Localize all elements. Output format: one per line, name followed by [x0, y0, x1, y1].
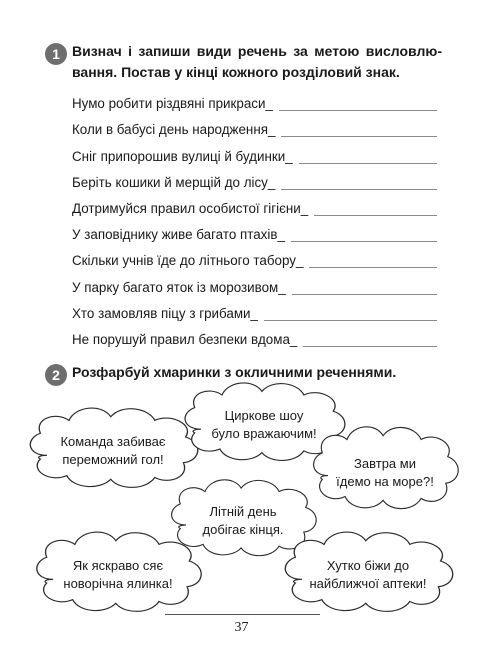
- sentence-text: Скільки учнів їде до літнього табору_: [72, 253, 304, 269]
- page-number: 37: [234, 620, 249, 635]
- sentence-row: [72, 298, 437, 324]
- answer-line[interactable]: [292, 280, 437, 295]
- cloud-4-line2: добігає кінця.: [202, 522, 284, 537]
- cloud-3-line1: Завтра ми: [354, 456, 416, 471]
- answer-line[interactable]: [279, 96, 437, 111]
- sentence-list: [72, 88, 437, 350]
- sentence-row: [72, 245, 437, 271]
- sentence-text: Нумо робити різдвяні прикраси_: [72, 96, 273, 112]
- cloud-5-line1: Як яскраво сяє: [72, 558, 164, 573]
- sentence-row: [72, 88, 437, 114]
- sentence-text: Беріть кошики й мерщій до лісу_: [72, 174, 276, 190]
- task-number-badge-1: 1: [45, 43, 67, 65]
- answer-line[interactable]: [281, 175, 437, 190]
- task2-instruction: Розфарбуй хмаринки з окличними реченнями.: [72, 364, 397, 380]
- task1-instruction: [72, 41, 442, 83]
- cloud-6-line1: Хутко біжи до: [326, 558, 410, 573]
- sentence-text: Сніг припорошив вулиці й будинки_: [72, 148, 293, 164]
- sentence-row: [72, 219, 437, 245]
- answer-line[interactable]: [299, 149, 437, 164]
- sentence-text: У заповіднику живе багато птахів_: [72, 227, 285, 243]
- task1-instruction-line2: вання. Постав у кінці кожного розділовий знак.: [72, 64, 400, 80]
- sentence-text: У парку багато яток із морозивом_: [72, 279, 286, 295]
- cloud-2-line1: Циркове шоу: [224, 408, 304, 423]
- sentence-row: [72, 193, 437, 219]
- sentence-text: Хто замовляв піцу з грибами_: [72, 305, 258, 321]
- task1-instruction-line1: Визнач і запиши види речень за метою висловлю-: [72, 43, 442, 59]
- sentence-row: [72, 167, 437, 193]
- answer-line[interactable]: [309, 253, 437, 268]
- sentence-text: Коли в бабусі день народження_: [72, 122, 276, 138]
- sentence-row: [72, 140, 437, 166]
- sentence-row: [72, 114, 437, 140]
- cloud-6-line2: найближчої аптеки!: [309, 576, 427, 591]
- sentence-row: [72, 324, 437, 350]
- cloud-2-line2: було вражаючим!: [211, 426, 317, 441]
- sentence-text: Не порушуй правил безпеки вдома_: [72, 331, 298, 347]
- cloud-1-line2: переможний гол!: [62, 452, 164, 467]
- sentence-row: [72, 271, 437, 297]
- answer-line[interactable]: [303, 332, 437, 347]
- answer-line[interactable]: [291, 227, 437, 242]
- answer-line[interactable]: [264, 306, 437, 321]
- answer-line[interactable]: [281, 122, 437, 137]
- footer-divider: [165, 614, 320, 615]
- answer-line[interactable]: [314, 201, 437, 216]
- cloud-4-line1: Літній день: [209, 504, 277, 519]
- cloud-1-line1: Команда забиває: [60, 434, 166, 449]
- clouds-area: [0, 380, 483, 630]
- task-number-badge-2: 2: [45, 364, 67, 386]
- sentence-text: Дотримуйся правил особистої гігієни_: [72, 200, 309, 216]
- cloud-3-line2: їдемо на море?!: [336, 474, 434, 489]
- cloud-5-line2: новорічна ялинка!: [63, 576, 173, 591]
